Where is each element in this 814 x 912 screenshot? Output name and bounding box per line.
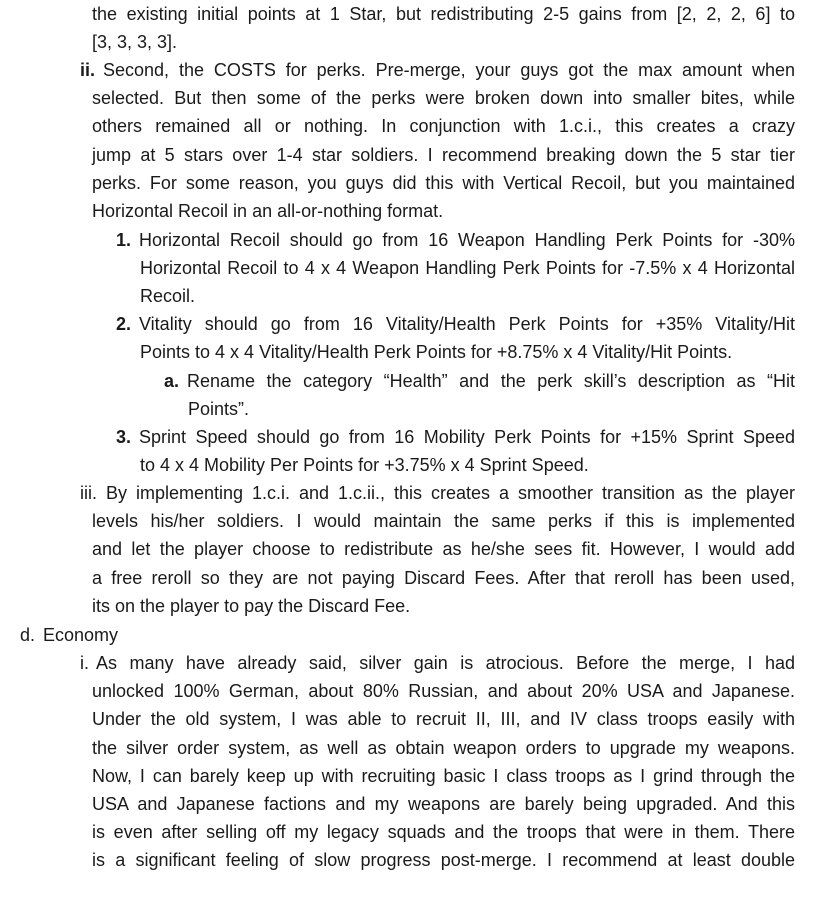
text-line: Horizontal Recoil in an all-or-nothing format.: [92, 201, 444, 222]
text-line: [3, 3, 3, 3].: [92, 32, 178, 53]
paragraph-item-ii-3: [140, 423, 795, 479]
text-line: Now, I can barely keep up with recruiting basic I class troops as I grind through the: [92, 765, 795, 786]
text-line: others remained all or nothing. In conjunction with 1.c.i., this creates a crazy: [92, 116, 795, 137]
text-line: Recoil.: [140, 286, 196, 307]
text-line: Points to 4 x 4 Vitality/Health Perk Points for +8.75% x 4 Vitality/Hit Points.: [140, 342, 733, 363]
text-line: perks. For some reason, you guys did this with Vertical Recoil, but you maintained: [92, 172, 795, 193]
paragraph-item-iii: [92, 479, 795, 620]
list-marker-iii: iii.: [80, 483, 97, 503]
text-line: Second, the COSTS for perks. Pre-merge, your guys got the max amount when: [103, 60, 795, 80]
text-line: Horizontal Recoil to 4 x 4 Weapon Handling Perk Points for -7.5% x 4 Horizontal: [140, 258, 795, 279]
paragraph-item-ii-2: [140, 310, 795, 366]
text-line: the silver order system, as well as obtain weapon orders to upgrade my weapons.: [92, 737, 795, 758]
text-line: is even after selling off my legacy squads and the troops that were in them. There: [92, 822, 795, 843]
text-line: a free reroll so they are not paying Discard Fees. After that reroll has been used,: [92, 567, 795, 588]
list-marker-1: 1.: [116, 230, 132, 250]
text-line: Rename the category “Health” and the perk skill’s description as “Hit: [187, 371, 795, 391]
text-line: unlocked 100% German, about 80% Russian, and about 20% USA and Japanese.: [92, 681, 795, 702]
list-marker-2: 2.: [116, 314, 132, 334]
list-marker-d: d.: [20, 625, 36, 645]
text-line: Horizontal Recoil should go from 16 Weapon Handling Perk Points for -30%: [139, 230, 795, 250]
paragraph-item-ii-2-a: [188, 367, 795, 423]
list-marker-3: 3.: [116, 427, 132, 447]
text-line: and let the player choose to redistribute as he/she sees fit. However, I would add: [92, 539, 795, 560]
text-line: By implementing 1.c.i. and 1.c.ii., this creates a smoother transition as the player: [106, 483, 795, 503]
paragraph-economy-i: [92, 649, 795, 875]
text-line: levels his/her soldiers. I would maintain the same perks if this is implemented: [92, 511, 795, 532]
paragraph-item-ii: [92, 56, 795, 225]
list-marker-ii: ii.: [80, 60, 96, 80]
continuation-paragraph: [92, 0, 795, 56]
list-marker-a: a.: [164, 371, 180, 391]
text-line: the existing initial points at 1 Star, but redistributing 2-5 gains from [2, 2, 2, 6] to: [92, 4, 795, 24]
text-line: Sprint Speed should go from 16 Mobility Perk Points for +15% Sprint Speed: [139, 427, 795, 447]
section-heading-economy: Economy: [43, 625, 119, 645]
text-line: selected. But then some of the perks were broken down into smaller bites, while: [92, 88, 795, 109]
list-marker-i: i.: [80, 653, 89, 673]
text-line: is a significant feeling of slow progress post-merge. I recommend at least double: [92, 850, 795, 871]
text-line: USA and Japanese factions and my weapons are barely being upgraded. And this: [92, 794, 795, 815]
text-line: its on the player to pay the Discard Fee.: [92, 595, 411, 616]
paragraph-item-ii-1: [140, 226, 795, 311]
text-line: Under the old system, I was able to recruit II, III, and IV class troops easily with: [92, 709, 795, 730]
text-line: As many have already said, silver gain is atrocious. Before the merge, I had: [96, 653, 795, 673]
text-line: to 4 x 4 Mobility Per Points for +3.75% x 4 Sprint Speed.: [140, 455, 589, 476]
text-line: Vitality should go from 16 Vitality/Health Perk Points for +35% Vitality/Hit: [139, 314, 795, 334]
text-line: Points”.: [188, 399, 250, 420]
text-line: jump at 5 stars over 1-4 star soldiers. I recommend breaking down the 5 star tier: [92, 144, 795, 165]
